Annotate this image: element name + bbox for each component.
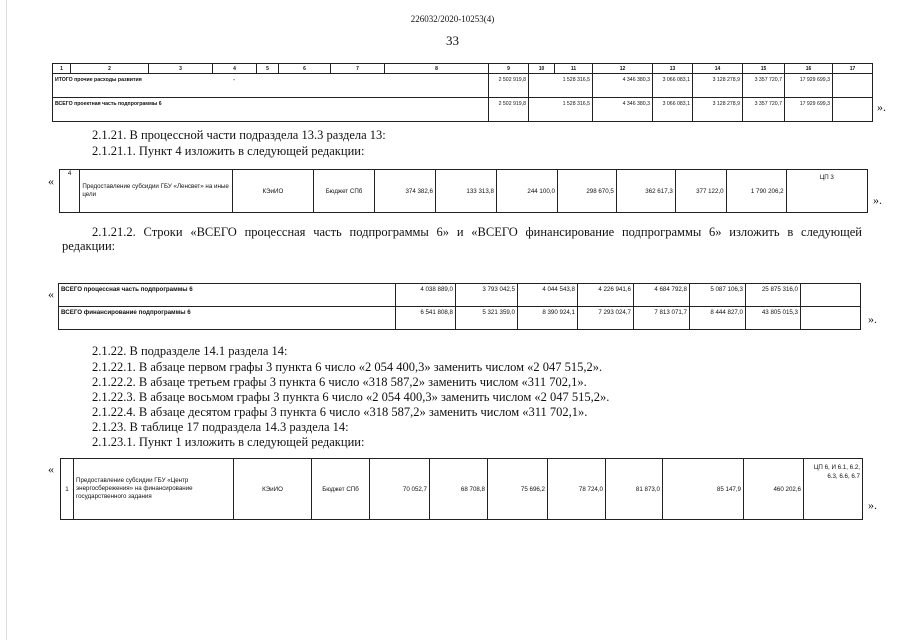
paragraph: 2.1.21.2. Строки «ВСЕГО процессная часть подпрограммы 6» и «ВСЕГО финансирование подпрограммы 6» изложить в следующей	[92, 225, 862, 239]
cell: 78 724,0	[548, 459, 606, 520]
cell: 1 528 316,5	[529, 98, 593, 122]
cell: 298 670,5	[557, 170, 616, 213]
cell: 3 793 042,5	[456, 284, 518, 307]
cell: 1 528 316,5	[529, 74, 593, 98]
target-indicator: ЦП 6, И 6.1, 6.2, 6.3, 6.6, 6.7	[804, 459, 863, 520]
cell-empty	[801, 284, 861, 307]
executor: КЭиИО	[232, 170, 313, 213]
cell: 68 708,8	[430, 459, 488, 520]
cell-empty	[833, 74, 873, 98]
cell: 4 038 889,0	[396, 284, 456, 307]
cell: 3 357 720,7	[743, 74, 785, 98]
paragraph: 2.1.22. В подразделе 14.1 раздела 14:	[92, 344, 288, 358]
cell: 81 873,0	[606, 459, 663, 520]
table-row	[59, 284, 861, 307]
paragraph: 2.1.22.4. В абзаце десятом графы 3 пункта 6 число «318 587,2» заменить числом «311 702,1».	[92, 405, 588, 419]
row-label: ВСЕГО процессная часть подпрограммы 6	[59, 284, 396, 307]
cell: 75 696,2	[488, 459, 548, 520]
cell-empty	[833, 98, 873, 122]
table-row	[61, 459, 863, 520]
table-row	[59, 307, 861, 330]
dot-mark: -	[233, 77, 235, 83]
cell: 4 346 380,3	[593, 98, 653, 122]
table-item-1	[60, 458, 863, 520]
cell: 4 044 543,8	[518, 284, 578, 307]
row-name: Предоставление субсидии ГБУ «Ленсвет» на иные цели	[80, 170, 232, 213]
table-row	[60, 170, 868, 213]
cell: 1 790 206,2	[726, 170, 786, 213]
paragraph: редакции:	[62, 239, 116, 253]
close-quote: ».	[868, 312, 877, 326]
document-id: 226032/2020-10253(4)	[410, 14, 495, 24]
page-number: 33	[446, 33, 459, 48]
row-label: ВСЕГО проектная часть подпрограммы 6	[53, 98, 489, 122]
cell: 17 929 699,3	[785, 74, 833, 98]
cell: 377 122,0	[675, 170, 726, 213]
funding-source: Бюджет СПб	[314, 170, 375, 213]
cell-empty	[801, 307, 861, 330]
cell: 244 100,0	[496, 170, 557, 213]
cell: 6 541 808,8	[396, 307, 456, 330]
executor: КЭиИО	[234, 459, 312, 520]
col-header: 6	[279, 64, 331, 74]
col-header: 9	[489, 64, 529, 74]
cell: 5 087 106,3	[690, 284, 746, 307]
cell: 3 066 083,1	[653, 98, 693, 122]
cell: 17 929 699,3	[785, 98, 833, 122]
row-label: ИТОГО прочие расходы развития -	[53, 74, 489, 98]
cell: 4 346 380,3	[593, 74, 653, 98]
col-header: 4	[213, 64, 257, 74]
cell: 3 128 278,9	[693, 98, 743, 122]
paragraph: 2.1.21. В процессной части подраздела 13.3 раздела 13:	[92, 128, 386, 142]
paragraph: 2.1.23.1. Пункт 1 изложить в следующей редакции:	[92, 435, 365, 449]
col-header: 15	[743, 64, 785, 74]
col-header: 7	[331, 64, 385, 74]
close-quote: ».	[877, 100, 886, 114]
cell: 2 502 919,8	[489, 74, 529, 98]
cell: 3 357 720,7	[743, 98, 785, 122]
table-item-4	[59, 169, 868, 213]
col-header: 5	[257, 64, 279, 74]
table-row	[53, 74, 873, 98]
open-quote: «	[48, 462, 54, 476]
paragraph: 2.1.23. В таблице 17 подраздела 14.3 раздела 14:	[92, 420, 349, 434]
cell: 133 313,8	[435, 170, 496, 213]
cell: 7 813 071,7	[634, 307, 690, 330]
cell: 8 444 827,0	[690, 307, 746, 330]
table-project-part	[52, 63, 873, 122]
table-row	[53, 98, 873, 122]
table-header-row	[53, 64, 873, 74]
col-header: 8	[385, 64, 489, 74]
row-number: 1	[61, 459, 74, 520]
cell: 4 684 792,8	[634, 284, 690, 307]
close-quote: ».	[873, 193, 882, 207]
row-name: Предоставление субсидии ГБУ «Центр энергосбережения» на финансирование государственного задания	[74, 459, 234, 520]
table-totals	[58, 283, 861, 330]
cell: 3 066 083,1	[653, 74, 693, 98]
col-header: 14	[693, 64, 743, 74]
close-quote: ».	[868, 498, 877, 512]
col-header: 17	[833, 64, 873, 74]
cell: 5 321 359,0	[456, 307, 518, 330]
cell: 85 147,9	[663, 459, 744, 520]
open-quote: «	[48, 287, 54, 301]
col-header: 1	[53, 64, 71, 74]
cell: 8 390 924,1	[518, 307, 578, 330]
cell: 374 382,6	[375, 170, 436, 213]
target-indicator: ЦП 3	[786, 170, 867, 213]
cell: 43 805 015,3	[746, 307, 801, 330]
cell: 7 293 024,7	[578, 307, 634, 330]
scan-edge-line	[6, 0, 7, 640]
cell: 460 202,6	[744, 459, 804, 520]
cell: 70 052,7	[370, 459, 430, 520]
col-header: 11	[555, 64, 593, 74]
funding-source: Бюджет СПб	[312, 459, 370, 520]
col-header: 3	[149, 64, 213, 74]
cell: 3 128 278,9	[693, 74, 743, 98]
col-header: 13	[653, 64, 693, 74]
paragraph: 2.1.22.2. В абзаце третьем графы 3 пункта 6 число «318 587,2» заменить числом «311 702,1».	[92, 375, 587, 389]
col-header: 10	[529, 64, 555, 74]
paragraph: 2.1.22.1. В абзаце первом графы 3 пункта 6 число «2 054 400,3» заменить числом «2 047 515,2».	[92, 360, 603, 374]
row-number: 4	[60, 170, 80, 213]
open-quote: «	[48, 174, 54, 188]
col-header: 16	[785, 64, 833, 74]
row-label: ВСЕГО финансирование подпрограммы 6	[59, 307, 396, 330]
paragraph: 2.1.22.3. В абзаце восьмом графы 3 пункта 6 число «2 054 400,3» заменить числом «2 047 515,2».	[92, 390, 610, 404]
col-header: 2	[71, 64, 149, 74]
paragraph: 2.1.21.1. Пункт 4 изложить в следующей редакции:	[92, 144, 365, 158]
col-header: 12	[593, 64, 653, 74]
cell: 2 502 919,8	[489, 98, 529, 122]
cell: 362 617,3	[616, 170, 675, 213]
cell: 4 226 941,6	[578, 284, 634, 307]
cell: 25 875 316,0	[746, 284, 801, 307]
